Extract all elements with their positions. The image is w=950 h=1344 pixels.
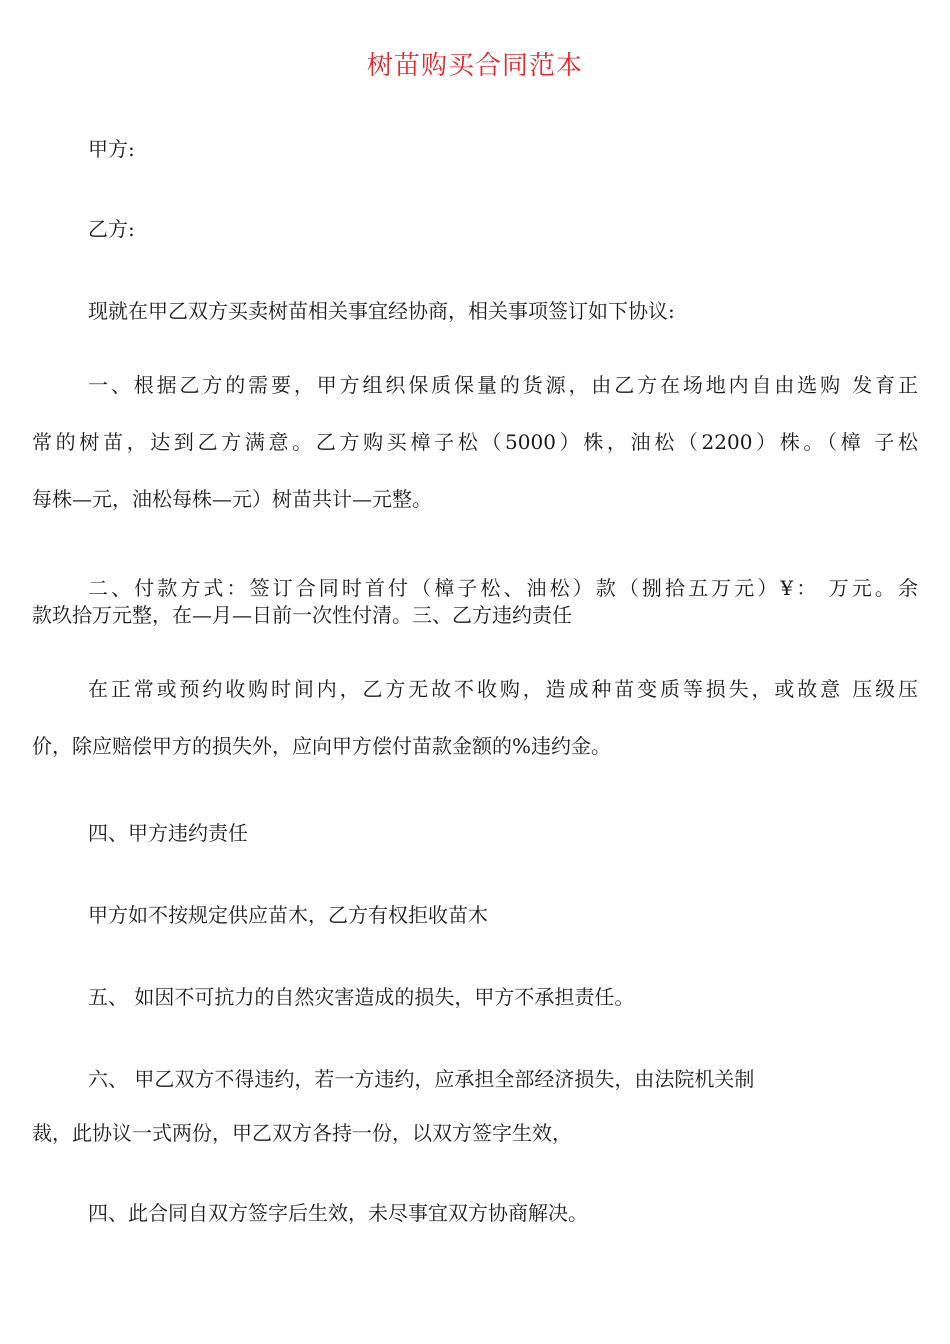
- final-clause-line: 四、此合同自双方签字后生效，未尽事宜双方协商解决。: [88, 1201, 588, 1225]
- clause-4-body: 甲方如不按规定供应苗木，乙方有权拒收苗木: [88, 903, 488, 927]
- clause-3-line-2: 价，除应赔偿甲方的损失外，应向甲方偿付苗款金额的%违约金。: [32, 734, 612, 758]
- document-title: 树苗购买合同范本: [366, 51, 583, 81]
- clause-1-line-2: 常的树苗，达到乙方满意。乙方购买樟子松（5000）株，油松（2200）株。（樟 子松: [32, 430, 918, 454]
- clause-4-heading: 四、甲方违约责任: [88, 821, 248, 845]
- party-a-line: 甲方:: [88, 137, 135, 161]
- party-b-line: 乙方:: [88, 217, 135, 241]
- clause-2-line-1: 二、付款方式：签订合同时首付（樟子松、油松）款（捌拾五万元）¥： 万元。余: [88, 576, 918, 600]
- clause-3-line-1: 在正常或预约收购时间内，乙方无故不收购，造成种苗变质等损失，或故意 压级压: [88, 677, 918, 701]
- clause-2-line-2: 款玖拾万元整，在—月—日前一次性付清。三、乙方违约责任: [32, 603, 572, 627]
- clause-5-line: 五、 如因不可抗力的自然灾害造成的损失，甲方不承担责任。: [88, 985, 635, 1009]
- preamble-line: 现就在甲乙双方买卖树苗相关事宜经协商，相关事项签订如下协议:: [88, 299, 675, 323]
- clause-1-line-3: 每株—元，油松每株—元）树苗共计—元整。: [32, 487, 432, 511]
- clause-1-line-1: 一、根据乙方的需要，甲方组织保质保量的货源，由乙方在场地内自由选购 发育正: [88, 373, 918, 397]
- clause-6-line-2: 裁，此协议一式两份，甲乙双方各持一份，以双方签字生效，: [32, 1121, 572, 1145]
- clause-6-line-1: 六、 甲乙双方不得违约，若一方违约，应承担全部经济损失，由法院机关制: [88, 1067, 755, 1091]
